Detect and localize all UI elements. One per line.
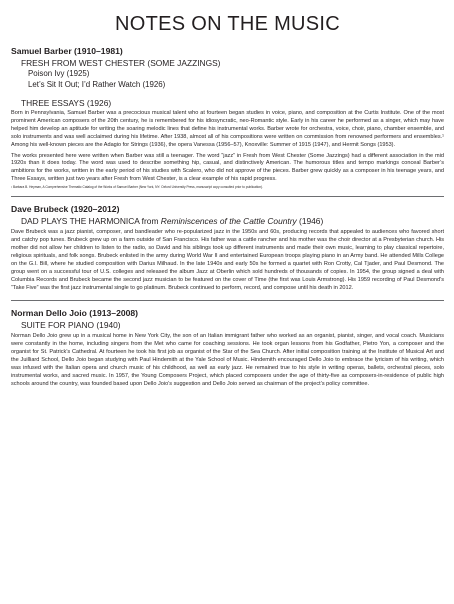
section-dello-joio	[11, 308, 444, 388]
work-title	[11, 216, 444, 227]
section-barber	[11, 46, 444, 189]
section-divider	[11, 300, 444, 301]
piece-title: Let’s Sit It Out; I’d Rather Watch (1926)	[28, 79, 166, 89]
page-title: NOTES ON THE MUSIC	[114, 13, 341, 35]
paragraph: Born in Pennsylvania, Samuel Barber was a precocious musical talent who at fourteen began studies in voice, piano, and composition at the Curtis Institute. One of the most prominent American composers of the 20th century, he is remembered for his idiosyncratic, neo-Romantic style. Early in his career he performed as a singer, which may have helped him develop an aptitude for writing the soaring melodic lines that define his instrumental works. Barber wrote for orchestra, voice, choir, piano, chamber ensemble, and solo instruments and was well acclaimed during his lifetime. After 1938, almost all of his compositions were written on commission from renowned performers and ensembles.¹ Among his well-known pieces are the Adagio for Strings (1936), the opera Vanessa (1956–57), Knoxville: Summer of 1915 (1947), and Hermit Songs (1953).	[11, 110, 444, 148]
work-title: FRESH FROM WEST CHESTER (SOME JAZZINGS)	[21, 58, 221, 68]
work-title: THREE ESSAYS (1926)	[21, 98, 112, 108]
section-brubeck	[11, 204, 444, 292]
composer-heading: Norman Dello Joio (1913–2008)	[11, 308, 139, 319]
work-title-prefix: DAD PLAYS THE HARMONICA from	[21, 216, 161, 227]
composer-heading: Samuel Barber (1910–1981)	[11, 46, 123, 56]
work-title: SUITE FOR PIANO (1940)	[21, 320, 121, 331]
composer-heading: Dave Brubeck (1920–2012)	[11, 204, 120, 215]
section-divider	[11, 196, 444, 197]
paragraph: Dave Brubeck was a jazz pianist, composer, and bandleader who re-popularized jazz in the 1950s and 60s, producing records that appealed to audiences who favored short and catchy pop tunes. Brubeck grew up on a farm outside of San Francisco. His father was a cattle rancher and his mother was the choir director at a Presbyterian church. His mother did not allow her children to listen to the radio, so David and his siblings took up different instruments and made their own music, learning to play classical repertoire, religious spirituals, and folk songs. Brubeck enlisted in the army during World War II and entertained European troops playing piano in an Army band. He attended Mills College on the G.I. Bill, where he studied composition with Darius Milhaud. In the late 1940s and early 50s he formed a quartet with Ron Crotty, Cal Tjader, and Paul Desmond. The group went on a successful tour of U.S. colleges and released the album Jazz at Oberlin which sold hundreds of thousands of copies. In 1954, the group signed a deal with Columbia Records and Brubeck became the second jazz musician to be featured on the cover of Time (the first was Louis Armstrong). His 1959 recording of Paul Desmond’s “Take Five” was the first jazz instrumental single to go platinum. Brubeck continued to perform, record, and compose until his death in 2012.	[11, 229, 444, 291]
footnote: ¹ Barbara B. Heyman, A Comprehensive Thematic Catalog of the Works of Samuel Barber (New York, NY: Oxford University Press, manuscript copy consulted prior to publication).	[11, 185, 263, 190]
piece-title: Poison Ivy (1925)	[28, 69, 90, 78]
paragraph: The works presented here were written when Barber was still a teenager. The word “jazz” in Fresh from West Chester (Some Jazzings) had a different association in the mid 1920s than it does today. The word was used to describe something hip, casual, and distinctively American. The humorous titles and tempo markings conceal Barber’s ambitions for the works, written in the early period of his studies with Scalero, who did not approve of the pieces. Barber grew quickly as a composer in his teenage years, and Three Essays, written just two years after Fresh from West Chester, is a clear example of his rapid progress.	[11, 152, 444, 183]
work-title-source: Reminiscences of the Cattle Country	[160, 216, 297, 227]
work-title-year: (1946)	[296, 216, 324, 227]
paragraph: Norman Dello Joio grew up in a musical home in New York City, the son of an Italian immigrant father who worked as an organist, pianist, singer, and vocal coach. Musicians were constantly in the home, including singers from the Met who came for coaching sessions. He took organ lessons from his Godfather, Pietro Yon, a composer and the organist for St. Patrick’s Cathedral. At fourteen he took his first job as organist of the Star of the Sea Church. After initial composition training at the Institute of Musical Art and the Juilliard School, Dello Joio began studying with Paul Hindemith at the Yale School of Music. Hindemith encouraged Dello Joio to embrace the lyricism of his writing, which was infused with the Italian opera and church music of his childhood, as well as early jazz. He remained true to his style in writing operas, ballets, orchestral pieces, solo instrumental works, and sacred music. In 1957, the Young Composers Project, which placed composers under the age of thirty-five as composers-in-residence of public high schools around the country, was founded based upon Dello Joio’s suggestion and Dello Joio served as chairman of the project’s policy committee.	[11, 333, 444, 387]
